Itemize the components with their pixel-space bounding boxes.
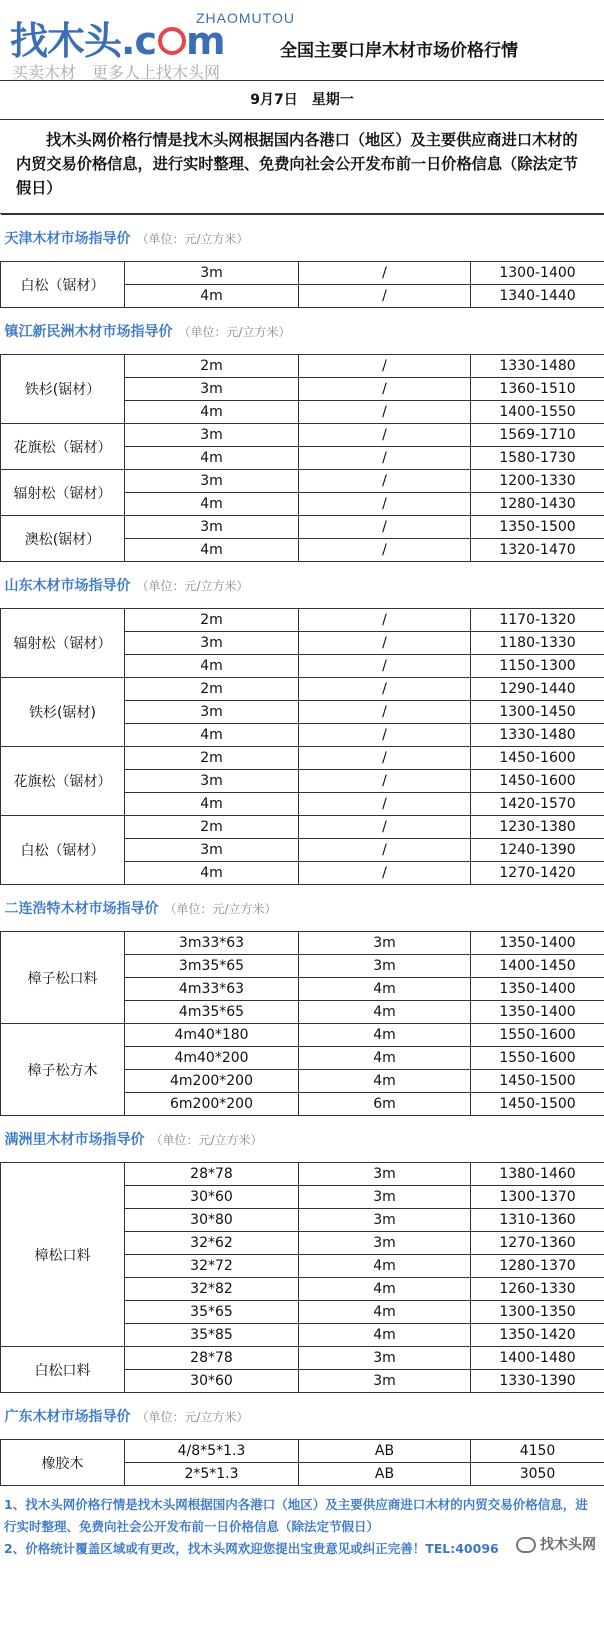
logo-dot: .c [121,19,156,63]
wechat-icon [516,1537,536,1553]
section-title: 广东木材市场指导价 [4,1409,131,1425]
grade-cell: / [299,378,471,401]
price-cell: 1260-1330 [471,1278,604,1301]
grade-cell: / [299,355,471,378]
spec-cell: 28*78 [125,1347,299,1370]
wood-type: 铁杉(锯材） [1,355,125,424]
spec-cell: 3m35*65 [125,955,299,978]
section-title: 满洲里木材市场指导价 [4,1132,145,1148]
spec-cell: 4m33*63 [125,978,299,1001]
grade-cell: 3m [299,932,471,955]
price-cell: 1550-1600 [471,1024,604,1047]
table-row [1,747,604,770]
grade-cell: 4m [299,1255,471,1278]
price-cell: 1340-1440 [471,285,604,308]
price-cell: 1170-1320 [471,609,604,632]
section-unit: （单位：元/立方米） [178,325,291,339]
table-row [1,262,604,285]
section-title: 天津木材市场指导价 [4,231,131,247]
spec-cell: 3m [125,770,299,793]
spec-cell: 4/8*5*1.3 [125,1440,299,1463]
spec-cell: 4m [125,724,299,747]
price-cell: 1230-1380 [471,816,604,839]
section-header [1,562,604,609]
spec-cell: 4m40*200 [125,1047,299,1070]
spec-cell: 3m [125,470,299,493]
grade-cell: 4m [299,1278,471,1301]
spec-cell: 4m200*200 [125,1070,299,1093]
page-title: 全国主要口岸木材市场价格行情 [280,41,518,61]
footer-note-1: 1、找木头网价格行情是找木头网根据国内各港口（地区）及主要供应商进口木材的内贸交易价格信息，进行实时整理、免费向社会公开发布前一日价格信息（除法定节假日） [4,1497,588,1534]
grade-cell: / [299,539,471,562]
price-cell: 1420-1570 [471,793,604,816]
price-cell: 1450-1600 [471,747,604,770]
section-unit: （单位：元/立方米） [150,1133,263,1147]
grade-cell: 4m [299,1324,471,1347]
spec-cell: 3m [125,632,299,655]
table-row [1,424,604,447]
spec-cell: 3m [125,424,299,447]
price-cell: 1550-1600 [471,1047,604,1070]
grade-cell: 4m [299,978,471,1001]
grade-cell: 4m [299,1070,471,1093]
price-cell: 1450-1500 [471,1070,604,1093]
table-row [1,1024,604,1047]
watermark-text: 找木头网 [540,1537,596,1553]
price-cell: 1300-1400 [471,262,604,285]
price-cell: 1280-1370 [471,1255,604,1278]
section-unit: （单位：元/立方米） [136,232,249,246]
spec-cell: 4m [125,285,299,308]
grade-cell: / [299,839,471,862]
price-cell: 1360-1510 [471,378,604,401]
section-header [1,885,604,932]
grade-cell: / [299,285,471,308]
grade-cell: 4m [299,1001,471,1024]
grade-cell: / [299,609,471,632]
grade-cell: / [299,747,471,770]
spec-cell: 2m [125,816,299,839]
table-row [1,609,604,632]
grade-cell: 3m [299,1163,471,1186]
spec-cell: 2m [125,678,299,701]
price-cell: 1300-1350 [471,1301,604,1324]
spec-cell: 4m [125,862,299,885]
price-cell: 1350-1400 [471,1001,604,1024]
spec-cell: 2m [125,609,299,632]
section-header-cell [1,562,604,609]
section-header [1,308,604,355]
spec-cell: 2m [125,747,299,770]
grade-cell: 3m [299,1347,471,1370]
grade-cell: / [299,816,471,839]
price-cell: 1300-1450 [471,701,604,724]
table-row [1,678,604,701]
spec-cell: 30*60 [125,1370,299,1393]
spec-cell: 4m40*180 [125,1024,299,1047]
section-title: 镇江新民洲木材市场指导价 [4,324,173,340]
spec-cell: 4m [125,655,299,678]
grade-cell: 3m [299,1209,471,1232]
price-cell: 1400-1480 [471,1347,604,1370]
spec-cell: 3m33*63 [125,932,299,955]
table-row [1,470,604,493]
grade-cell: / [299,493,471,516]
grade-cell: AB [299,1463,471,1486]
wood-type: 白松口料 [1,1347,125,1393]
spec-cell: 4m [125,493,299,516]
spec-cell: 3m [125,701,299,724]
grade-cell: 3m [299,1370,471,1393]
section-header [1,1393,604,1440]
table-row [1,1347,604,1370]
logo-ring-icon [158,27,186,55]
spec-cell: 30*80 [125,1209,299,1232]
wood-type: 樟子松方木 [1,1024,125,1116]
price-cell: 1400-1550 [471,401,604,424]
spec-cell: 35*65 [125,1301,299,1324]
table-row [1,1440,604,1463]
price-cell: 1240-1390 [471,839,604,862]
price-cell: 1280-1430 [471,493,604,516]
spec-cell: 28*78 [125,1163,299,1186]
grade-cell: 3m [299,1232,471,1255]
spec-cell: 4m [125,793,299,816]
price-cell: 3050 [471,1463,604,1486]
table-row [1,816,604,839]
price-cell: 1200-1330 [471,470,604,493]
price-cell: 1310-1360 [471,1209,604,1232]
table-row [1,516,604,539]
price-cell: 1350-1500 [471,516,604,539]
wood-type: 白松（锯材） [1,816,125,885]
price-cell: 1290-1440 [471,678,604,701]
spec-cell: 3m [125,262,299,285]
header [0,0,604,81]
grade-cell: / [299,516,471,539]
table-row [1,932,604,955]
section-header [1,1116,604,1163]
spec-cell: 3m [125,378,299,401]
grade-cell: / [299,632,471,655]
grade-cell: / [299,262,471,285]
spec-cell: 2m [125,355,299,378]
logo-slogan: 买卖木材 更多人上找木头网 [12,63,221,82]
logo[interactable] [10,10,225,65]
footer [0,1486,604,1560]
grade-cell: / [299,724,471,747]
spec-cell: 2*5*1.3 [125,1463,299,1486]
grade-cell: 4m [299,1301,471,1324]
grade-cell: / [299,424,471,447]
spec-cell: 35*85 [125,1324,299,1347]
spec-cell: 30*60 [125,1186,299,1209]
logo-en: ZHAOMUTOU [196,10,295,26]
price-cell: 1180-1330 [471,632,604,655]
wood-type: 铁杉(锯材) [1,678,125,747]
spec-cell: 32*82 [125,1278,299,1301]
price-cell: 1270-1360 [471,1232,604,1255]
grade-cell: / [299,678,471,701]
price-cell: 4150 [471,1440,604,1463]
section-unit: （单位：元/立方米） [136,1410,249,1424]
section-unit: （单位：元/立方米） [136,579,249,593]
section-header-cell [1,1116,604,1163]
price-cell: 1350-1400 [471,978,604,1001]
price-table [0,214,604,1486]
price-cell: 1150-1300 [471,655,604,678]
wood-type: 花旗松（锯材） [1,424,125,470]
wood-type: 花旗松（锯材） [1,747,125,816]
section-unit: （单位：元/立方米） [164,902,277,916]
price-cell: 1330-1390 [471,1370,604,1393]
table-row [1,355,604,378]
price-cell: 1350-1400 [471,932,604,955]
intro-text: 找木头网价格行情是找木头网根据国内各港口（地区）及主要供应商进口木材的内贸交易价格信息，进行实时整理、免费向社会公开发布前一日价格信息（除法定节假日） [0,120,604,214]
logo-m: m [185,19,225,63]
wood-type: 辐射松（锯材） [1,609,125,678]
section-header [1,215,604,262]
date: 9月7日 星期一 [0,81,604,120]
wood-type: 辐射松（锯材） [1,470,125,516]
spec-cell: 4m [125,539,299,562]
price-cell: 1380-1460 [471,1163,604,1186]
grade-cell: 3m [299,955,471,978]
footer-note-2: 2、价格统计覆盖区域或有更改，找木头网欢迎您提出宝贵意见或纠正完善！TEL:40096 [4,1541,499,1556]
spec-cell: 4m [125,447,299,470]
price-cell: 1450-1600 [471,770,604,793]
price-cell: 1330-1480 [471,724,604,747]
spec-cell: 3m [125,839,299,862]
grade-cell: / [299,770,471,793]
price-cell: 1270-1420 [471,862,604,885]
wood-type: 樟子松口料 [1,932,125,1024]
section-header-cell [1,885,604,932]
grade-cell: / [299,701,471,724]
price-cell: 1350-1420 [471,1324,604,1347]
grade-cell: / [299,447,471,470]
section-header-cell [1,1393,604,1440]
price-cell: 1569-1710 [471,424,604,447]
grade-cell: / [299,862,471,885]
grade-cell: 6m [299,1093,471,1116]
price-cell: 1580-1730 [471,447,604,470]
section-title: 山东木材市场指导价 [4,578,131,594]
grade-cell: 3m [299,1186,471,1209]
section-title: 二连浩特木材市场指导价 [4,901,159,917]
grade-cell: / [299,470,471,493]
price-cell: 1320-1470 [471,539,604,562]
wood-type: 白松（锯材） [1,262,125,308]
grade-cell: 4m [299,1024,471,1047]
grade-cell: AB [299,1440,471,1463]
spec-cell: 32*62 [125,1232,299,1255]
section-header-cell [1,215,604,262]
wood-type: 橡胶木 [1,1440,125,1486]
grade-cell: / [299,655,471,678]
price-cell: 1300-1370 [471,1186,604,1209]
wood-type: 樟松口料 [1,1163,125,1347]
watermark [516,1534,596,1556]
spec-cell: 6m200*200 [125,1093,299,1116]
spec-cell: 32*72 [125,1255,299,1278]
logo-cn: 找木头 [10,19,122,63]
section-header-cell [1,308,604,355]
grade-cell: / [299,401,471,424]
spec-cell: 4m35*65 [125,1001,299,1024]
spec-cell: 3m [125,516,299,539]
price-cell: 1450-1500 [471,1093,604,1116]
grade-cell: 4m [299,1047,471,1070]
table-row [1,1163,604,1186]
price-cell: 1330-1480 [471,355,604,378]
grade-cell: / [299,793,471,816]
spec-cell: 4m [125,401,299,424]
wood-type: 澳松(锯材） [1,516,125,562]
price-cell: 1400-1450 [471,955,604,978]
